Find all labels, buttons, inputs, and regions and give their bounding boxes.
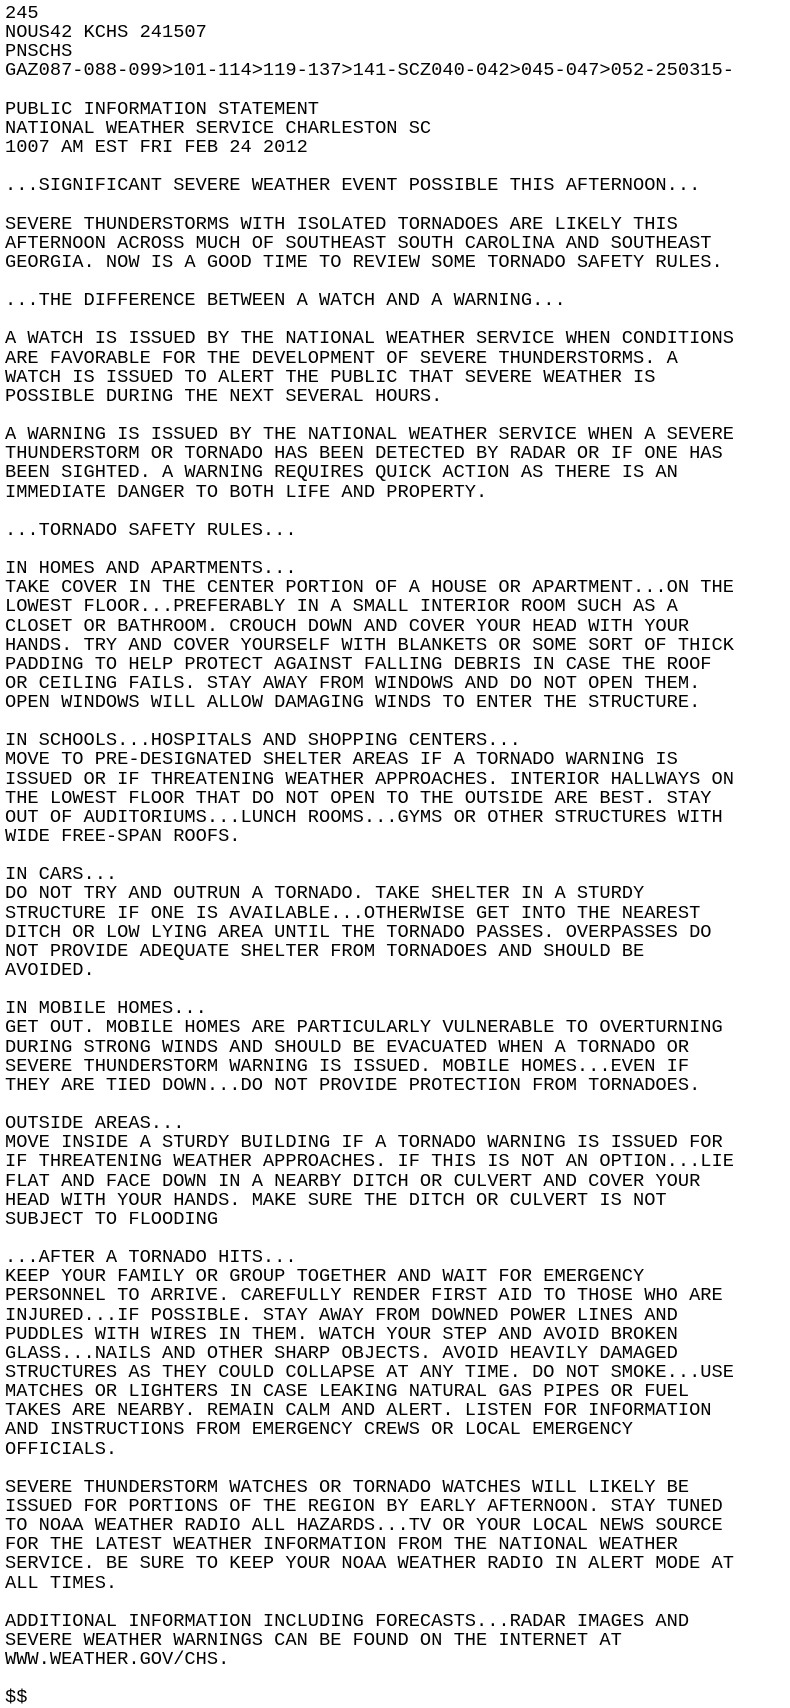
document-line: SEVERE THUNDERSTORM WATCHES OR TORNADO WATCHES WILL LIKELY BE bbox=[5, 1475, 690, 1498]
document-line bbox=[5, 195, 790, 214]
document-line: OUTSIDE AREAS... bbox=[5, 1112, 185, 1135]
document-line: IMMEDIATE DANGER TO BOTH LIFE AND PROPERTY. bbox=[5, 480, 488, 503]
document-line: GET OUT. MOBILE HOMES ARE PARTICULARLY VULNERABLE TO OVERTURNING bbox=[5, 1016, 723, 1039]
document-line bbox=[5, 1459, 790, 1478]
document-line: IN CARS... bbox=[5, 863, 118, 886]
document-line bbox=[5, 1593, 790, 1612]
document-line: PERSONNEL TO ARRIVE. CAREFULLY RENDER FIRST AID TO THOSE WHO ARE bbox=[5, 1284, 723, 1307]
document-line: OR CEILING FAILS. STAY AWAY FROM WINDOWS AND DO NOT OPEN THEM. bbox=[5, 671, 701, 694]
document-line: ALL TIMES. bbox=[5, 1571, 118, 1594]
document-line: STRUCTURES AS THEY COULD COLLAPSE AT ANY TIME. DO NOT SMOKE...USE bbox=[5, 1360, 734, 1383]
document-line: FLAT AND FACE DOWN IN A NEARBY DITCH OR CULVERT AND COVER YOUR bbox=[5, 1169, 701, 1192]
document-line: ISSUED OR IF THREATENING WEATHER APPROACHES. INTERIOR HALLWAYS ON bbox=[5, 767, 734, 790]
document-line: DO NOT TRY AND OUTRUN A TORNADO. TAKE SHELTER IN A STURDY bbox=[5, 882, 645, 905]
document-line: OUT OF AUDITORIUMS...LUNCH ROOMS...GYMS OR OTHER STRUCTURES WITH bbox=[5, 805, 723, 828]
document-line: SUBJECT TO FLOODING bbox=[5, 1207, 219, 1230]
document-line: LOWEST FLOOR...PREFERABLY IN A SMALL INTERIOR ROOM SUCH AS A bbox=[5, 595, 678, 618]
document-line: A WATCH IS ISSUED BY THE NATIONAL WEATHER SERVICE WHEN CONDITIONS bbox=[5, 327, 734, 350]
document-line: IN SCHOOLS...HOSPITALS AND SHOPPING CENTERS... bbox=[5, 729, 521, 752]
document-line: MOVE TO PRE-DESIGNATED SHELTER AREAS IF A TORNADO WARNING IS bbox=[5, 748, 678, 771]
document-line: AFTERNOON ACROSS MUCH OF SOUTHEAST SOUTH CAROLINA AND SOUTHEAST bbox=[5, 231, 712, 254]
document-line: ADDITIONAL INFORMATION INCLUDING FORECASTS...RADAR IMAGES AND bbox=[5, 1609, 690, 1632]
document-line: SEVERE THUNDERSTORM WARNING IS ISSUED. MOBILE HOMES...EVEN IF bbox=[5, 1054, 690, 1077]
document-line: STRUCTURE IF ONE IS AVAILABLE...OTHERWISE GET INTO THE NEAREST bbox=[5, 901, 701, 924]
document-line: HANDS. TRY AND COVER YOURSELF WITH BLANKETS OR SOME SORT OF THICK bbox=[5, 633, 734, 656]
document-line: GAZ087-088-099>101-114>119-137>141-SCZ040-042>045-047>052-250315- bbox=[5, 59, 734, 82]
document-line: ARE FAVORABLE FOR THE DEVELOPMENT OF SEVERE THUNDERSTORMS. A bbox=[5, 346, 678, 369]
document-line: THE LOWEST FLOOR THAT DO NOT OPEN TO THE OUTSIDE ARE BEST. STAY bbox=[5, 786, 712, 809]
document-line: SEVERE THUNDERSTORMS WITH ISOLATED TORNADOES ARE LIKELY THIS bbox=[5, 212, 678, 235]
document-line: ...AFTER A TORNADO HITS... bbox=[5, 1246, 297, 1269]
document-line: ...SIGNIFICANT SEVERE WEATHER EVENT POSSIBLE THIS AFTERNOON... bbox=[5, 174, 701, 197]
document-line: NOT PROVIDE ADEQUATE SHELTER FROM TORNADOES AND SHOULD BE bbox=[5, 939, 645, 962]
document-line: DITCH OR LOW LYING AREA UNTIL THE TORNADO PASSES. OVERPASSES DO bbox=[5, 920, 712, 943]
document-line: PNSCHS bbox=[5, 40, 73, 63]
document-line: TAKES ARE NEARBY. REMAIN CALM AND ALERT. LISTEN FOR INFORMATION bbox=[5, 1399, 712, 1422]
document-line: KEEP YOUR FAMILY OR GROUP TOGETHER AND WAIT FOR EMERGENCY bbox=[5, 1265, 645, 1288]
document-line bbox=[5, 81, 790, 100]
document-line: AND INSTRUCTIONS FROM EMERGENCY CREWS OR LOCAL EMERGENCY bbox=[5, 1418, 634, 1441]
document-line bbox=[5, 846, 790, 865]
document-line: GLASS...NAILS AND OTHER SHARP OBJECTS. AVOID HEAVILY DAMAGED bbox=[5, 1341, 678, 1364]
document-line: ...TORNADO SAFETY RULES... bbox=[5, 518, 297, 541]
document-line: DURING STRONG WINDS AND SHOULD BE EVACUATED WHEN A TORNADO OR bbox=[5, 1035, 690, 1058]
document-line bbox=[5, 502, 790, 521]
document-line: 245 bbox=[5, 2, 39, 24]
document-line: SERVICE. BE SURE TO KEEP YOUR NOAA WEATHER RADIO IN ALERT MODE AT bbox=[5, 1552, 734, 1575]
document-line: 1007 AM EST FRI FEB 24 2012 bbox=[5, 135, 308, 158]
document-line: $$ bbox=[5, 1686, 28, 1708]
document-line: TAKE COVER IN THE CENTER PORTION OF A HOUSE OR APARTMENT...ON THE bbox=[5, 576, 734, 599]
document-line: PUBLIC INFORMATION STATEMENT bbox=[5, 97, 320, 120]
document-line: THUNDERSTORM OR TORNADO HAS BEEN DETECTED BY RADAR OR IF ONE HAS bbox=[5, 442, 723, 465]
document-line: OPEN WINDOWS WILL ALLOW DAMAGING WINDS TO ENTER THE STRUCTURE. bbox=[5, 691, 701, 714]
document-line: BEEN SIGHTED. A WARNING REQUIRES QUICK ACTION AS THERE IS AN bbox=[5, 461, 678, 484]
document-line: PUDDLES WITH WIRES IN THEM. WATCH YOUR STEP AND AVOID BROKEN bbox=[5, 1322, 678, 1345]
document-line: WIDE FREE-SPAN ROOFS. bbox=[5, 825, 241, 848]
document-line: SEVERE WEATHER WARNINGS CAN BE FOUND ON THE INTERNET AT bbox=[5, 1628, 622, 1651]
document-line: OFFICIALS. bbox=[5, 1437, 118, 1460]
document-line: MATCHES OR LIGHTERS IN CASE LEAKING NATURAL GAS PIPES OR FUEL bbox=[5, 1380, 690, 1403]
document-line: FOR THE LATEST WEATHER INFORMATION FROM THE NATIONAL WEATHER bbox=[5, 1533, 678, 1556]
document-line: MOVE INSIDE A STURDY BUILDING IF A TORNADO WARNING IS ISSUED FOR bbox=[5, 1131, 723, 1154]
document-line: ...THE DIFFERENCE BETWEEN A WATCH AND A WARNING... bbox=[5, 289, 566, 312]
document-line: HEAD WITH YOUR HANDS. MAKE SURE THE DITCH OR CULVERT IS NOT bbox=[5, 1188, 667, 1211]
document-line: IN HOMES AND APARTMENTS... bbox=[5, 557, 297, 580]
document-line: PADDING TO HELP PROTECT AGAINST FALLING DEBRIS IN CASE THE ROOF bbox=[5, 652, 712, 675]
document-line: THEY ARE TIED DOWN...DO NOT PROVIDE PROTECTION FROM TORNADOES. bbox=[5, 1073, 701, 1096]
document-line: AVOIDED. bbox=[5, 959, 95, 982]
document-line: IN MOBILE HOMES... bbox=[5, 997, 207, 1020]
document-line: WATCH IS ISSUED TO ALERT THE PUBLIC THAT SEVERE WEATHER IS bbox=[5, 365, 656, 388]
document-line: WWW.WEATHER.GOV/CHS. bbox=[5, 1648, 230, 1671]
document-line: ISSUED FOR PORTIONS OF THE REGION BY EARLY AFTERNOON. STAY TUNED bbox=[5, 1494, 723, 1517]
document-line: INJURED...IF POSSIBLE. STAY AWAY FROM DOWNED POWER LINES AND bbox=[5, 1303, 678, 1326]
document-line: POSSIBLE DURING THE NEXT SEVERAL HOURS. bbox=[5, 384, 443, 407]
document-line: IF THREATENING WEATHER APPROACHES. IF THIS IS NOT AN OPTION...LIE bbox=[5, 1150, 734, 1173]
document-line: TO NOAA WEATHER RADIO ALL HAZARDS...TV OR YOUR LOCAL NEWS SOURCE bbox=[5, 1514, 723, 1537]
document-line: GEORGIA. NOW IS A GOOD TIME TO REVIEW SOME TORNADO SAFETY RULES. bbox=[5, 250, 723, 273]
document-line: CLOSET OR BATHROOM. CROUCH DOWN AND COVER YOUR HEAD WITH YOUR bbox=[5, 614, 690, 637]
document-line: NATIONAL WEATHER SERVICE CHARLESTON SC bbox=[5, 116, 432, 139]
document-line: NOUS42 KCHS 241507 bbox=[5, 21, 207, 44]
document-line bbox=[5, 1669, 790, 1688]
document-line: A WARNING IS ISSUED BY THE NATIONAL WEATHER SERVICE WHEN A SEVERE bbox=[5, 423, 734, 446]
